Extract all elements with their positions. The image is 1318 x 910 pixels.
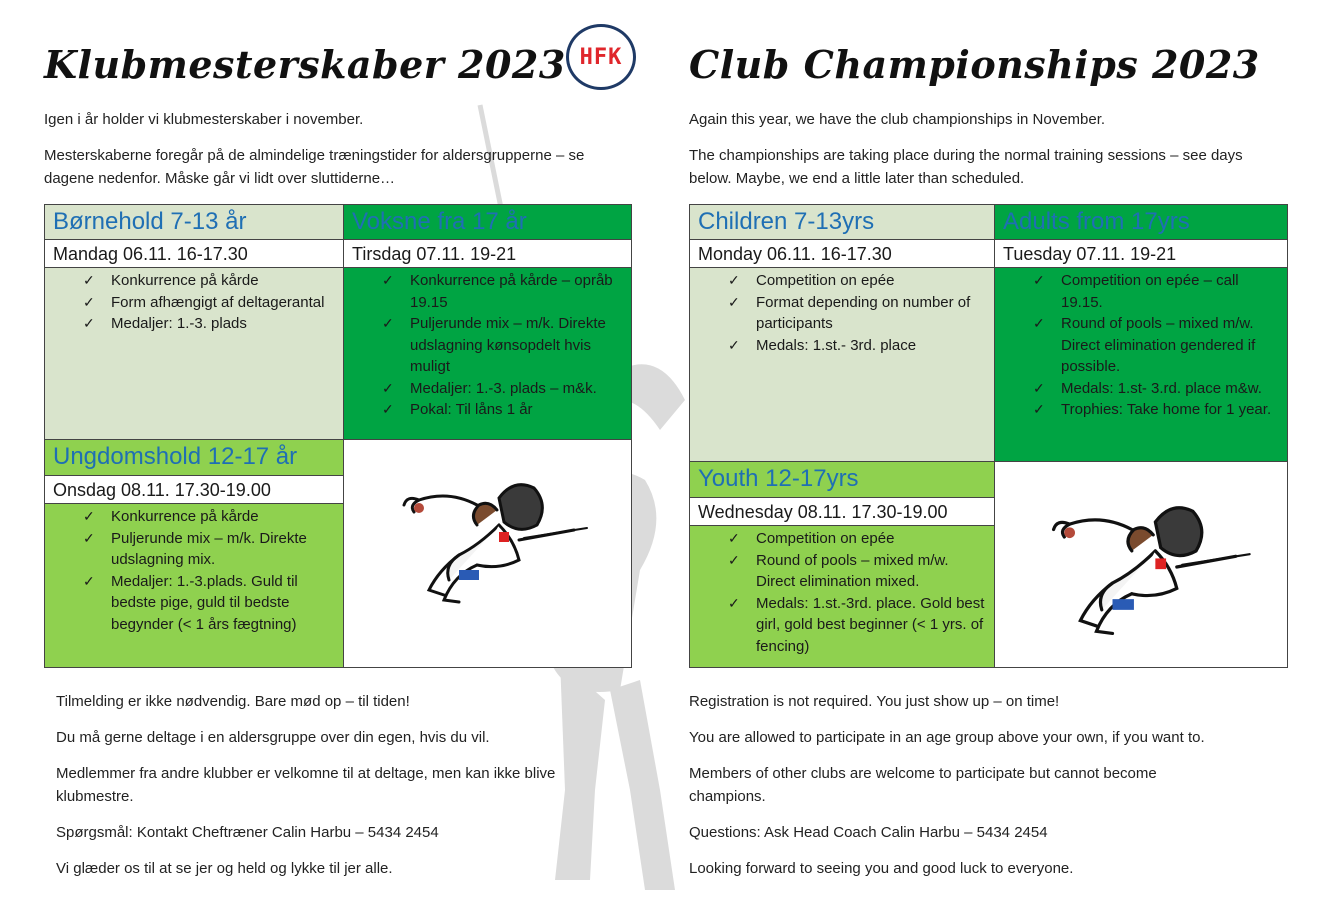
english-youth-header: Youth 12-17yrs xyxy=(689,461,995,498)
english-adults-header: Adults from 17yrs xyxy=(994,204,1288,240)
list-item: ✓ Medals: 1.st.- 3rd. place xyxy=(690,335,994,357)
english-fencer-cell xyxy=(994,461,1288,668)
list-item: ✓ Konkurrence på kårde – opråb 19.15 xyxy=(344,270,631,313)
fencer-illustration xyxy=(399,470,589,610)
list-item: ✓ Konkurrence på kårde xyxy=(45,506,343,528)
fencer-illustration xyxy=(1045,492,1255,642)
danish-children-header: Børnehold 7-13 år xyxy=(44,204,344,240)
list-item: ✓ Medaljer: 1.-3. plads xyxy=(45,313,343,335)
danish-youth-header: Ungdomshold 12-17 år xyxy=(44,439,344,476)
list-item: ✓ Round of pools – mixed m/w. Direct elimination gendered if possible. xyxy=(995,313,1287,378)
danish-fencer-cell xyxy=(343,439,632,668)
danish-footer-5: Vi glæder os til at se jer og held og lykke til jer alle. xyxy=(56,860,393,877)
english-title: Club Championships 2023 xyxy=(689,42,1260,87)
danish-footer-3: Medlemmer fra andre klubber er velkomne til at deltage, men kan ikke blive klubmestre. xyxy=(56,765,556,805)
danish-children-list xyxy=(44,267,344,440)
english-footer-4: Questions: Ask Head Coach Calin Harbu – 5434 2454 xyxy=(689,824,1048,841)
english-intro-1: Again this year, we have the club championships in November. xyxy=(689,111,1106,128)
list-item: ✓ Competition on epée xyxy=(690,528,994,550)
list-item: ✓ Medals: 1.st- 3.rd. place m&w. xyxy=(995,378,1287,400)
hfk-logo xyxy=(566,24,636,90)
list-item: ✓ Konkurrence på kårde xyxy=(45,270,343,292)
english-adults-date: Tuesday 07.11. 19-21 xyxy=(994,239,1288,268)
list-item: ✓ Competition on epée xyxy=(690,270,994,292)
english-children-list xyxy=(689,267,995,462)
danish-adults-header: Voksne fra 17 år xyxy=(343,204,632,240)
danish-youth-date: Onsdag 08.11. 17.30-19.00 xyxy=(44,475,344,504)
list-item: ✓ Trophies: Take home for 1 year. xyxy=(995,399,1287,421)
english-footer-3: Members of other clubs are welcome to participate but cannot become champions. xyxy=(689,765,1157,805)
danish-children-date: Mandag 06.11. 16-17.30 xyxy=(44,239,344,268)
danish-youth-list xyxy=(44,503,344,668)
english-intro-2: The championships are taking place during the normal training sessions – see days below. Maybe, we end a little later than scheduled. xyxy=(689,147,1243,187)
list-item: ✓ Medaljer: 1.-3.plads. Guld til bedste pige, guld til bedste begynder (< 1 års fægtning) xyxy=(45,571,343,636)
list-item: ✓ Competition on epée – call 19.15. xyxy=(995,270,1287,313)
english-youth-date: Wednesday 08.11. 17.30-19.00 xyxy=(689,497,995,526)
danish-intro-1: Igen i år holder vi klubmesterskaber i november. xyxy=(44,111,364,128)
english-children-date: Monday 06.11. 16-17.30 xyxy=(689,239,995,268)
english-youth-list xyxy=(689,525,995,668)
danish-footer-1: Tilmelding er ikke nødvendig. Bare mød op – til tiden! xyxy=(56,693,410,710)
list-item: ✓ Medaljer: 1.-3. plads – m&k. xyxy=(344,378,631,400)
danish-footer-4: Spørgsmål: Kontakt Cheftræner Calin Harbu – 5434 2454 xyxy=(56,824,439,841)
list-item: ✓ Form afhængigt af deltagerantal xyxy=(45,292,343,314)
danish-footer-2: Du må gerne deltage i en aldersgruppe over din egen, hvis du vil. xyxy=(56,729,490,746)
english-footer-5: Looking forward to seeing you and good luck to everyone. xyxy=(689,860,1074,877)
list-item: ✓ Pokal: Til låns 1 år xyxy=(344,399,631,421)
danish-intro-2: Mesterskaberne foregår på de almindelige træningstider for aldersgrupperne – se dagene nedenfor. Måske går vi lidt over sluttiderne… xyxy=(44,147,585,187)
logo-text: HFK xyxy=(579,44,623,70)
english-children-header: Children 7-13yrs xyxy=(689,204,995,240)
english-footer-2: You are allowed to participate in an age group above your own, if you want to. xyxy=(689,729,1205,746)
danish-adults-date: Tirsdag 07.11. 19-21 xyxy=(343,239,632,268)
list-item: ✓ Format depending on number of participants xyxy=(690,292,994,335)
danish-title: Klubmesterskaber 2023 xyxy=(44,42,566,87)
english-adults-list xyxy=(994,267,1288,462)
list-item: ✓ Puljerunde mix – m/k. Direkte udslagning kønsopdelt hvis muligt xyxy=(344,313,631,378)
list-item: ✓ Puljerunde mix – m/k. Direkte udslagning mix. xyxy=(45,528,343,571)
list-item: ✓ Medals: 1.st.-3rd. place. Gold best girl, gold best beginner (< 1 yrs. of fencing) xyxy=(690,593,994,658)
english-footer-1: Registration is not required. You just show up – on time! xyxy=(689,693,1060,710)
danish-adults-list xyxy=(343,267,632,440)
list-item: ✓ Round of pools – mixed m/w. Direct elimination mixed. xyxy=(690,550,994,593)
